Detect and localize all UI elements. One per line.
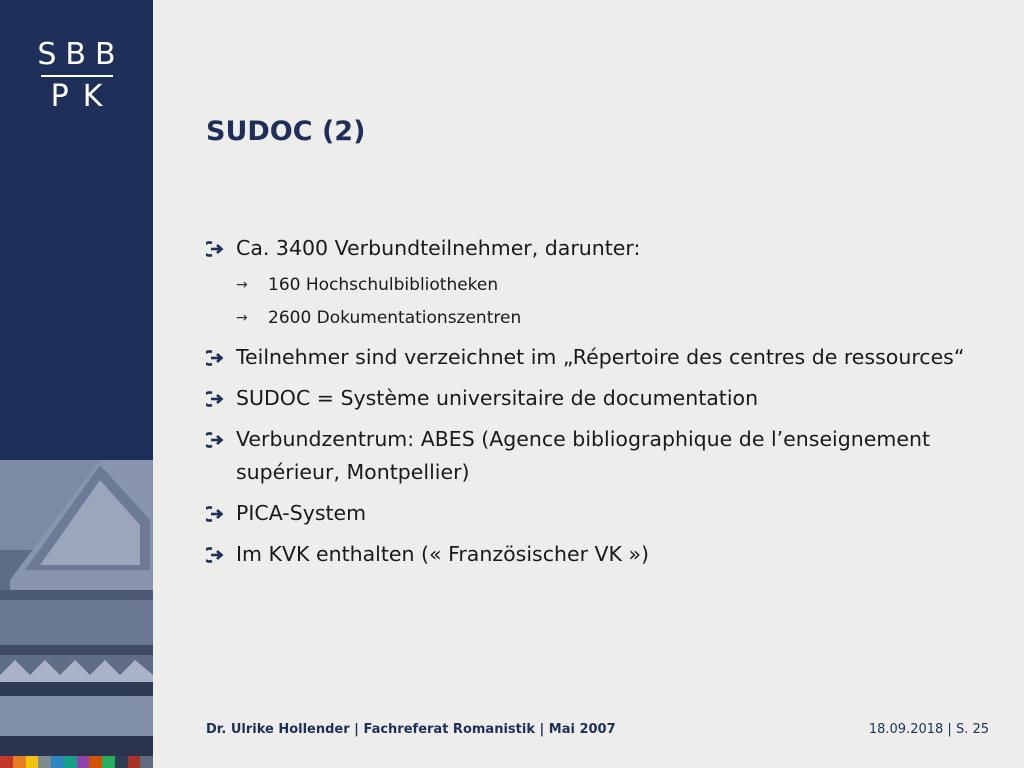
sub-text: 160 Hochschulbibliotheken bbox=[268, 275, 499, 295]
bullet-item bbox=[206, 382, 966, 415]
color-strip-segment bbox=[128, 756, 141, 768]
color-strip-segment bbox=[51, 756, 64, 768]
circled-arrow-icon bbox=[206, 431, 226, 449]
bullet-text: SUDOC = Système universitaire de documentation bbox=[236, 386, 759, 410]
building-photo bbox=[0, 460, 153, 756]
bullet-text: Ca. 3400 Verbundteilnehmer, darunter: bbox=[236, 236, 641, 260]
circled-arrow-icon bbox=[206, 390, 226, 408]
footer-separator: | bbox=[943, 722, 956, 737]
footer-page-number: S. 25 bbox=[955, 722, 989, 737]
footer-author: Dr. Ulrike Hollender | Fachreferat Romanistik | Mai 2007 bbox=[206, 722, 616, 737]
sub-item bbox=[206, 302, 966, 335]
footer-meta bbox=[869, 722, 989, 737]
sbb-pk-logo bbox=[0, 36, 153, 114]
color-strip-segment bbox=[38, 756, 51, 768]
circled-arrow-icon bbox=[206, 505, 226, 523]
circled-arrow-icon bbox=[206, 349, 226, 367]
circled-arrow-icon bbox=[206, 240, 226, 258]
color-strip-segment bbox=[89, 756, 102, 768]
color-strip-segment bbox=[115, 756, 128, 768]
footer-date: 18.09.2018 bbox=[868, 722, 944, 737]
bullet-text: Teilnehmer sind verzeichnet im „Répertoire des centres de ressources“ bbox=[236, 345, 965, 369]
color-strip-segment bbox=[140, 756, 153, 768]
bullet-item bbox=[206, 538, 966, 571]
color-strip bbox=[0, 756, 153, 768]
sub-list bbox=[206, 269, 966, 335]
bullet-item bbox=[206, 341, 966, 374]
bullet-item bbox=[206, 423, 966, 489]
color-strip-segment bbox=[26, 756, 39, 768]
sidebar bbox=[0, 0, 153, 768]
sub-item bbox=[206, 269, 966, 302]
logo-line-2: PK bbox=[50, 79, 117, 114]
color-strip-segment bbox=[0, 756, 13, 768]
logo-rule bbox=[41, 75, 113, 77]
circled-arrow-icon bbox=[206, 546, 226, 564]
sub-text: 2600 Dokumentationszentren bbox=[268, 308, 522, 328]
bullet-text: Im KVK enthalten (« Französischer VK ») bbox=[236, 542, 650, 566]
logo-line-1: SBB bbox=[37, 37, 125, 72]
color-strip-segment bbox=[102, 756, 115, 768]
color-strip-segment bbox=[64, 756, 77, 768]
color-strip-segment bbox=[13, 756, 26, 768]
bullet-item bbox=[206, 232, 966, 265]
bullet-item bbox=[206, 497, 966, 530]
slide-title: SUDOC (2) bbox=[206, 116, 366, 147]
arrow-right-icon: → bbox=[236, 310, 248, 326]
color-strip-segment bbox=[77, 756, 90, 768]
arrow-right-icon: → bbox=[236, 277, 248, 293]
bullet-text: Verbundzentrum: ABES (Agence bibliographique de l’enseignement supérieur, Montpellier) bbox=[236, 427, 930, 484]
bullet-text: PICA-System bbox=[236, 501, 367, 525]
bullet-list bbox=[206, 232, 966, 579]
